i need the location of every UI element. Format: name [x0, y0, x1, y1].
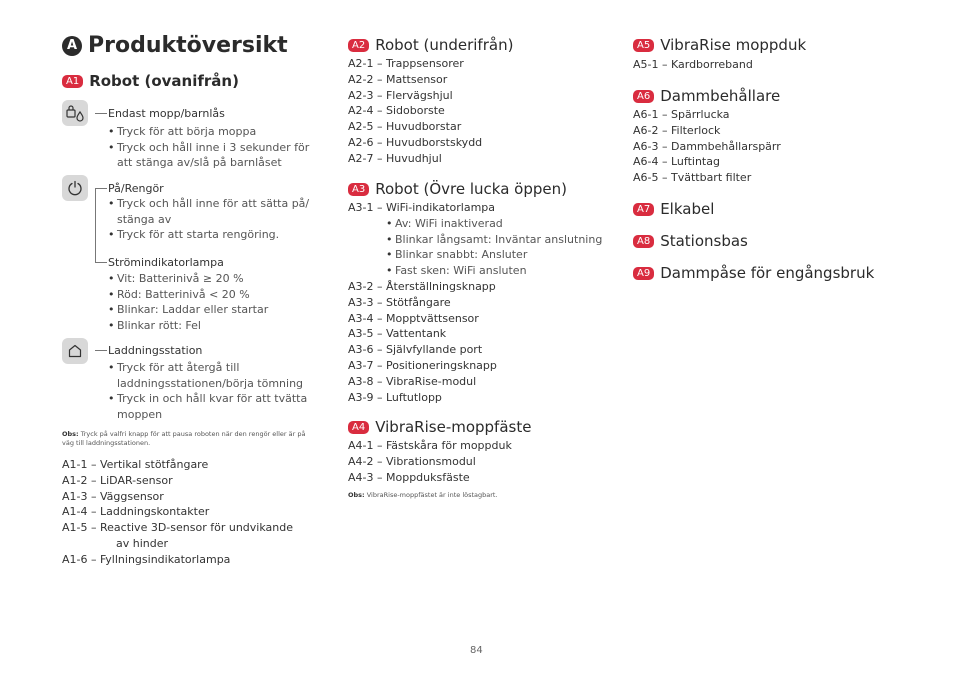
- list-item: A2-4 – Sidoborste: [348, 104, 445, 118]
- power-bullets: [108, 196, 318, 243]
- list-item: A1-2 – LiDAR-sensor: [62, 473, 173, 487]
- a4-note-label: Obs:: [348, 491, 365, 499]
- a9-badge: A9: [633, 267, 654, 280]
- page-title: [62, 33, 288, 58]
- list-item: A2-6 – Huvudborstskydd: [348, 135, 483, 149]
- page-title-text: Produktöversikt: [88, 33, 288, 58]
- list-item: A1-6 – Fyllningsindikatorlampa: [62, 552, 231, 566]
- list-item: A3-9 – Luftutlopp: [348, 390, 442, 404]
- a8-heading-text: Stationsbas: [660, 232, 748, 250]
- a3-list: [348, 200, 602, 405]
- power-bullet: • Tryck och håll inne för att sätta på/: [108, 196, 318, 212]
- list-item: A4-1 – Fästskåra för moppduk: [348, 439, 512, 452]
- list-item: A2-3 – Flervägshjul: [348, 88, 453, 102]
- list-item: A3-3 – Stötfångare: [348, 295, 451, 309]
- power-bullet-cont: stänga av: [117, 212, 172, 226]
- dock-bullets: [108, 360, 318, 423]
- list-item: A2-7 – Huvudhjul: [348, 151, 442, 165]
- dock-bullet: • Tryck in och håll kvar för att tvätta: [108, 391, 318, 407]
- home-icon: [62, 338, 88, 364]
- a2-badge: A2: [348, 39, 369, 52]
- indicator-bullets: [108, 271, 318, 333]
- list-item: A3-5 – Vattentank: [348, 327, 447, 341]
- section-badge-a: A: [62, 36, 82, 56]
- indicator-bullet: • Röd: Batterinivå < 20 %: [108, 287, 318, 303]
- a2-list: [348, 56, 482, 167]
- list-item: A3-4 – Mopptvättsensor: [348, 311, 479, 325]
- list-item: A4-3 – Moppduksfäste: [348, 470, 470, 484]
- a5-list: [633, 57, 753, 73]
- a6-list: [633, 107, 781, 186]
- a9-heading-text: Dammpåse för engångsbruk: [660, 264, 875, 282]
- power-icon: [62, 175, 88, 201]
- a1-heading: [62, 72, 239, 90]
- a2-heading-text: Robot (underifrån): [375, 36, 514, 54]
- a1-note-text: Tryck på valfri knapp för att pausa roboten när den rengör eller är på väg till laddningsstationen.: [62, 430, 306, 447]
- lock-bullets: [108, 124, 318, 171]
- dock-bullet-cont: moppen: [117, 407, 163, 421]
- list-item: A3-6 – Självfyllande port: [348, 343, 483, 357]
- a6-badge: A6: [633, 90, 654, 103]
- list-item: A6-4 – Luftintag: [633, 155, 720, 169]
- a4-note-text: VibraRise-moppfästet är inte löstagbart.: [366, 491, 498, 499]
- list-item: A1-4 – Laddningskontakter: [62, 505, 210, 519]
- power-label: På/Rengör: [108, 182, 164, 195]
- a8-badge: A8: [633, 235, 654, 248]
- indicator-bullet: • Blinkar: Laddar eller startar: [108, 302, 318, 318]
- lock-label: Endast mopp/barnlås: [108, 107, 225, 120]
- a4-heading-text: VibraRise-moppfäste: [375, 418, 532, 436]
- list-item: A6-2 – Filterlock: [633, 123, 721, 137]
- a7-badge: A7: [633, 203, 654, 216]
- a4-heading: [348, 418, 531, 436]
- a5-heading: [633, 36, 806, 54]
- indicator-bullet: • Blinkar rött: Fel: [108, 318, 318, 334]
- list-item: A3-1 – WiFi-indikatorlampa: [348, 201, 496, 214]
- dock-label: Laddningsstation: [108, 344, 203, 357]
- a3-heading: [348, 180, 567, 198]
- a1-heading-text: Robot (ovanifrån): [89, 72, 239, 90]
- wifi-bullet: • Fast sken: WiFi ansluten: [386, 263, 602, 279]
- power-bullet: • Tryck för att starta rengöring.: [108, 227, 318, 243]
- page-number: 84: [470, 645, 483, 656]
- a8-heading: [633, 232, 748, 250]
- list-item: A6-1 – Spärrlucka: [633, 108, 730, 121]
- a4-list: [348, 438, 512, 485]
- a2-heading: [348, 36, 513, 54]
- a3-heading-text: Robot (Övre lucka öppen): [375, 180, 567, 198]
- list-item: A5-1 – Kardborreband: [633, 58, 753, 71]
- dock-bullet-cont: laddningsstationen/börja tömning: [117, 376, 304, 390]
- list-item: A3-7 – Positioneringsknapp: [348, 358, 497, 372]
- list-item: A4-2 – Vibrationsmodul: [348, 454, 476, 468]
- dock-bullet: • Tryck för att återgå till: [108, 360, 318, 376]
- a7-heading-text: Elkabel: [660, 200, 715, 218]
- a6-heading-text: Dammbehållare: [660, 87, 781, 105]
- list-item: A3-8 – VibraRise-modul: [348, 374, 477, 388]
- a1-note: [62, 430, 317, 448]
- list-item: A2-2 – Mattsensor: [348, 72, 448, 86]
- a1-list: [62, 457, 293, 568]
- a5-badge: A5: [633, 39, 654, 52]
- list-item: A6-3 – Dammbehållarspärr: [633, 139, 781, 153]
- list-item: A6-5 – Tvättbart filter: [633, 171, 752, 185]
- wifi-bullet: • Blinkar snabbt: Ansluter: [386, 247, 602, 263]
- a4-note: [348, 491, 608, 500]
- indicator-label: Strömindikatorlampa: [108, 256, 224, 269]
- list-item: A2-5 – Huvudborstar: [348, 120, 462, 134]
- a1-note-label: Obs:: [62, 430, 79, 438]
- list-item: A2-1 – Trappsensorer: [348, 57, 464, 70]
- a4-badge: A4: [348, 421, 369, 434]
- a5-heading-text: VibraRise moppduk: [660, 36, 807, 54]
- a6-heading: [633, 87, 780, 105]
- wifi-bullet: • Blinkar långsamt: Inväntar anslutning: [386, 232, 602, 248]
- lock-bullet: • Tryck för att börja moppa: [108, 124, 318, 140]
- a1-badge: A1: [62, 75, 83, 88]
- a9-heading: [633, 264, 874, 282]
- list-item: A3-2 – Återställningsknapp: [348, 279, 496, 293]
- list-item: A1-1 – Vertikal stötfångare: [62, 458, 209, 471]
- list-item-cont: av hinder: [116, 536, 169, 550]
- list-item: A1-5 – Reactive 3D-sensor för undvikande: [62, 521, 293, 535]
- lock-mop-icon: [62, 100, 88, 126]
- a7-heading: [633, 200, 714, 218]
- lock-bullet-cont: att stänga av/slå på barnlåset: [117, 156, 282, 169]
- lock-bullet: • Tryck och håll inne i 3 sekunder för: [108, 140, 318, 156]
- indicator-bullet: • Vit: Batterinivå ≥ 20 %: [108, 271, 318, 287]
- a3-badge: A3: [348, 183, 369, 196]
- list-item: A1-3 – Väggsensor: [62, 489, 164, 503]
- wifi-bullet: • Av: WiFi inaktiverad: [386, 216, 602, 232]
